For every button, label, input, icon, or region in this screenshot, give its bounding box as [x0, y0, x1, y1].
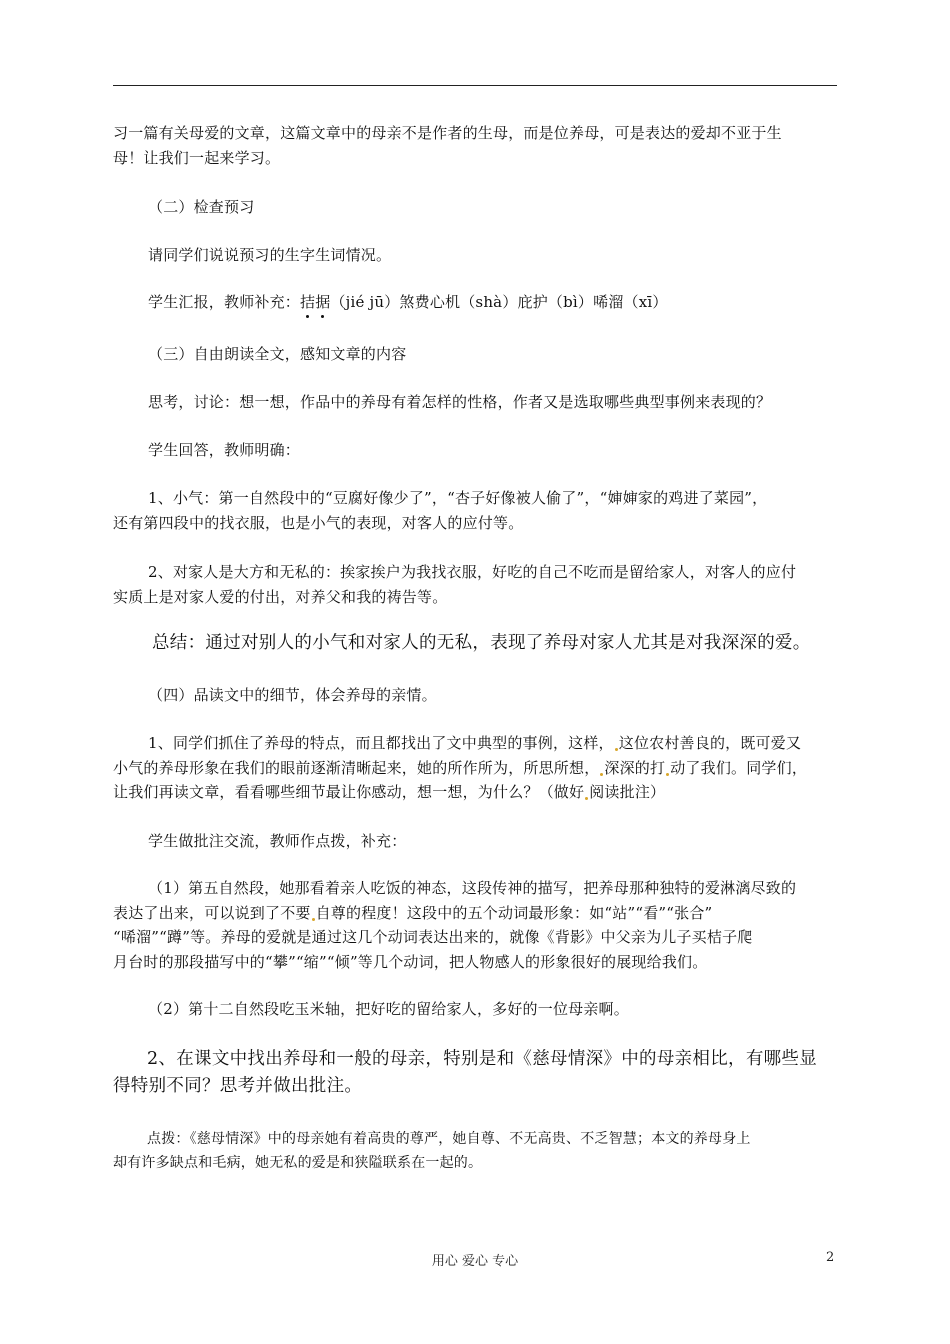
footer-slogan: 用心 爱心 专心 [431, 1254, 519, 1269]
paragraph-details [113, 731, 839, 805]
emphasis-char [315, 293, 330, 311]
section-heading-3: （三）自由朗读全文，感知文章的内容 [148, 345, 407, 363]
emphasis-char [300, 293, 315, 311]
emphasis-dot [306, 315, 309, 318]
text-span: 动了我们。同学们， [670, 758, 808, 777]
text-line [113, 756, 839, 781]
paragraph-compare [113, 1046, 839, 1100]
text-line: 2、对家人是大方和无私的：挨家挨户为我找衣服，好吃的自己不吃而是留给家人，对客人的应付 [148, 563, 797, 581]
text-line [113, 780, 839, 805]
summary-paragraph: 总结：通过对别人的小气和对家人的无私，表现了养母对家人尤其是对我深深的爱。 [152, 633, 811, 653]
text-line [113, 901, 839, 926]
text-span: 阅读批注） [589, 783, 666, 801]
paragraph-preview-request: 请同学们说说预习的生字生词情况。 [148, 246, 392, 264]
text-span: 深深的打 [604, 758, 666, 777]
paragraph-intro [113, 121, 839, 170]
text-span: 拮 [300, 293, 316, 311]
text-line: （1）第五自然段，她那看着亲人吃饭的神态，这段传神的描写，把养母那种独特的爱淋漓尽致的 [148, 879, 797, 897]
paragraph-point-1 [113, 486, 839, 535]
page-number: 2 [826, 1250, 835, 1265]
text-line: 2、在课文中找出养母和一般的母亲，特别是和《慈母情深》中的母亲相比，有哪些显 [147, 1049, 818, 1069]
paragraph-detail-1 [113, 876, 839, 974]
text-line: 还有第四段中的找衣服，也是小气的表现，对客人的应付等。 [113, 513, 524, 532]
text-line: 习一篇有关母爱的文章，这篇文章中的母亲不是作者的生母，而是位养母，可是表达的爱却不亚于生 [113, 124, 782, 142]
text-line: 1、小气：第一自然段中的“豆腐好像少了”，“杏子好像被人偷了”，“婶婶家的鸡进了菜园”， [148, 489, 768, 507]
text-line: 月台时的那段描写中的“攀”“缩”“倾”等几个动词，把人物感人的形象很好的展现给我们。 [113, 952, 708, 971]
text-span: 这位农村善良的，既可爱又 [618, 734, 802, 752]
paragraph-vocabulary [148, 290, 838, 315]
text-span: 小气的养母形象在我们的眼前逐渐清晰起来，她的所作所为，所思所想， [113, 758, 600, 777]
annotation-marker [600, 773, 603, 776]
text-span: 自尊的程度！这段中的五个动词最形象：如“站”“看”“张合” [315, 903, 713, 922]
annotation-marker [615, 748, 618, 751]
paragraph-detail-2: （2）第十二自然段吃玉米轴，把好吃的留给家人，多好的一位母亲啊。 [148, 1000, 629, 1018]
text-line: 却有许多缺点和毛病，她无私的爱是和狭隘联系在一起的。 [113, 1155, 483, 1171]
text-line: “唏溜”“蹲”等。养母的爱就是通过这几个动词表达出来的，就像《背影》中父亲为儿子买桔子爬 [113, 928, 753, 946]
text-span: 点拨：《慈母情深》中的母亲她有着高贵的尊严，她自尊、不无高贵、不乏智慧；本文的养母身上 [147, 1131, 751, 1147]
paragraph-discussion: 思考，讨论：想一想，作品中的养母有着怎样的性格，作者又是选取哪些典型事例来表现的？ [148, 393, 772, 411]
annotation-marker [585, 797, 588, 800]
text-line: 母！让我们一起来学习。 [113, 148, 281, 167]
paragraph-annotation-exchange: 学生做批注交流，教师作点拨，补充： [148, 832, 407, 850]
paragraph-student-answer: 学生回答，教师明确： [148, 441, 301, 459]
text-span: 1、同学们抓住了养母的特点，而且都找出了文中典型的事例，这样， [148, 734, 614, 752]
paragraph-point-2 [113, 560, 839, 609]
text-line [113, 1127, 839, 1151]
text-span: 学生汇报，教师补充： [148, 293, 301, 311]
section-heading-4: （四）品读文中的细节，体会养母的亲情。 [148, 686, 437, 704]
text-span: 表达了出来，可以说到了不要 [113, 903, 311, 922]
text-span: （jié jū）煞费心机（shà）庇护（bì）唏溜（xī） [330, 293, 668, 311]
text-span: 据 [315, 293, 331, 311]
text-span: 让我们再读文章，看看哪些细节最让你感动，想一想，为什么？（做好 [113, 783, 585, 801]
text-line: 实质上是对家人爱的付出，对养父和我的祷告等。 [113, 587, 448, 606]
emphasis-dot [321, 315, 324, 318]
header-rule [113, 85, 837, 86]
text-line [113, 731, 839, 756]
annotation-marker [666, 773, 669, 776]
paragraph-guidance [113, 1127, 839, 1175]
text-line: 得特别不同？思考并做出批注。 [113, 1076, 363, 1096]
annotation-marker [312, 918, 315, 921]
section-heading-2: （二）检查预习 [148, 198, 255, 216]
